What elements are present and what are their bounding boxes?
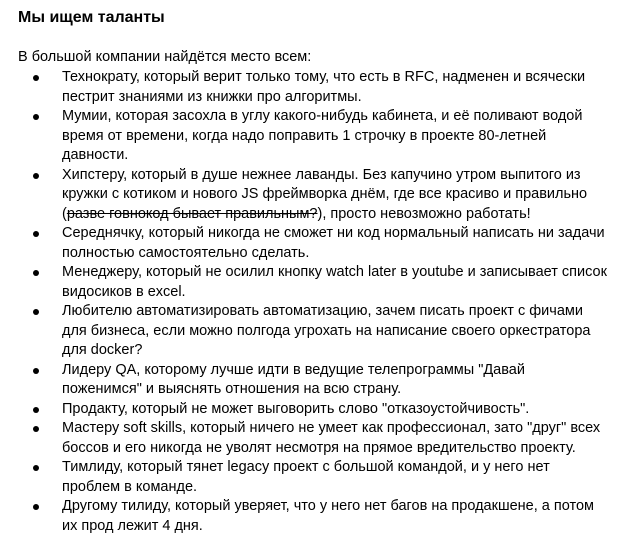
bullet-icon (33, 368, 39, 374)
bullet-icon (33, 231, 39, 237)
intro-text: В большой компании найдётся место всем: (18, 49, 312, 65)
list-item-text: Технократу, который верит только тому, что есть в RFC, надменен и всячески пестрит знаниями из книжки про алгоритмы. (62, 69, 586, 105)
list-item (18, 224, 608, 263)
bullet-icon (33, 270, 39, 276)
bullet-icon (33, 426, 39, 432)
list-item (18, 419, 608, 458)
strikethrough-text: разве говнокод бывает правильным? (66, 205, 318, 222)
bullet-icon (33, 465, 39, 471)
list-item (18, 263, 608, 302)
list-item (18, 400, 608, 420)
bullet-icon (33, 173, 39, 179)
list-item (18, 497, 608, 536)
list-item (18, 166, 608, 225)
document (18, 8, 608, 536)
list-item-text: Менеджеру, который не осилил кнопку watch later в youtube и записывает список видосиков в excel. (62, 264, 607, 300)
list-item (18, 107, 608, 166)
list-item (18, 68, 608, 107)
list-item-text: Мастеру soft skills, который ничего не умеет как профессионал, зато "друг" всех боссов и его никогда не уволят несмотря на прямое вредительство проекту. (62, 420, 601, 456)
bullet-icon (33, 75, 39, 81)
page-title: Мы ищем таланты (18, 9, 165, 26)
list-item (18, 458, 608, 497)
bullet-icon (33, 114, 39, 120)
list-item-text: Любителю автоматизировать автоматизацию, зачем писать проект с фичами для бизнеса, если можно полгода угрохать на написание своего оркестратора для docker? (62, 303, 591, 358)
list-item-text: Продакту, который не может выговорить слово "отказоустойчивость". (62, 400, 530, 417)
list-item-text-end: ), просто невозможно работать! (317, 205, 531, 222)
list-item-text: Другому тилиду, который уверяет, что у него нет багов на продакшене, а потом их прод лежит 4 дня. (62, 498, 594, 534)
list-item-text: Лидеру QA, которому лучше идти в ведущие телепрограммы "Давай поженимся" и выяснять отношения на всю страну. (62, 361, 525, 397)
bullet-icon (33, 309, 39, 315)
list-item (18, 361, 608, 400)
talent-list (18, 68, 608, 536)
list-item-text: Тимлиду, который тянет legacy проект с большой командой, и у него нет проблем в команде. (62, 459, 550, 495)
bullet-icon (33, 504, 39, 510)
list-item (18, 302, 608, 361)
list-item-text: Хипстеру, который в душе нежнее лаванды. Без капучино утром выпитого из кружки с котиком и нового JS фреймворка днём, где все красиво и правильно ( (62, 166, 588, 222)
bullet-icon (33, 407, 39, 413)
list-item-text: Середнячку, который никогда не сможет ни код нормальный написать ни задачи полностью самостоятельно сделать. (62, 225, 605, 261)
list-item-text: Мумии, которая засохла в углу какого-нибудь кабинета, и её поливают водой время от времени, когда надо поправить 1 строчку в проекте 80-летней давности. (62, 108, 583, 163)
